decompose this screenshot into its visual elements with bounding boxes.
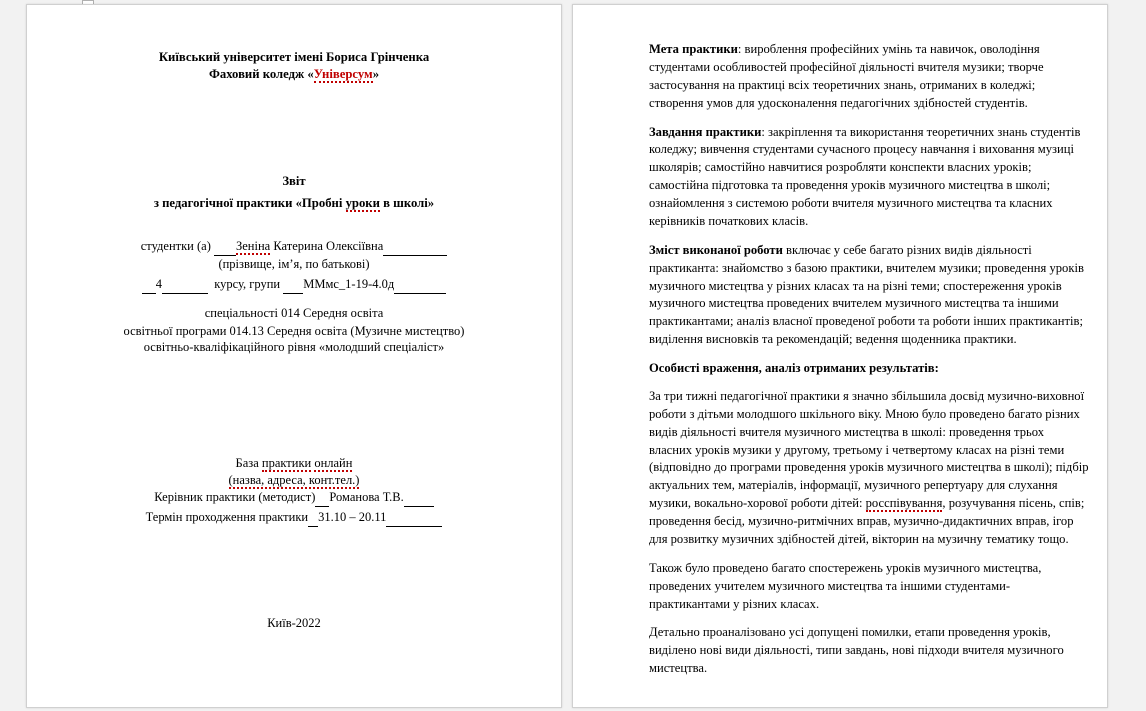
page-2-content [573, 5, 1107, 707]
paragraph-impressions-part1: За три тижні педагогічної практики я значно збільшила досвід музично-виховної роботи з дітьми молодшого шкільного віку. Мною було проведено багато різних видів діяльності вчителя музичного мистецтва в школі: проведення трьох власних уроків музики у другому, третьому і четвертому класах на різні теми (відповідно до програми проведення уроків музичного мистецтва в школі); підбір актуальних тем, матеріалів, інформації, музичного репертуару для слухання музики, вокально-хорової роботи дітей: [649, 388, 1089, 511]
institution-line-2-suffix: » [372, 67, 380, 81]
misspelled-praktyky: практики [261, 456, 312, 470]
course-number: 4 [155, 277, 162, 291]
paragraph-impressions [649, 388, 1089, 549]
misspelled-rosspivuvannya: росспівування [865, 496, 943, 511]
paragraph-content-lead: Зміст виконаної роботи [649, 242, 783, 257]
paragraph-impressions-part2: , розучування пісень, спів; проведення бесід, музично-ритмічних вправ, музично-дидактичних вправ, ігор для розвитку музичних здібностей дітей, вікторин на музичну тематику тощо. [649, 496, 1085, 546]
paragraph-analysis: Детально проаналізовано усі допущені помилки, етапи проведення уроків, виділено нові види діяльності, типи завдань, нові підходи вчителя музичного мистецтва. [649, 625, 1064, 676]
course-group-line [27, 276, 561, 294]
paragraph-tasks-lead: Завдання практики [649, 124, 762, 139]
paragraph-content-text: включає у себе багато різних видів діяльності практиканта: знайомство з базою практики, вчителем музики; проведення уроків музичного мистецтва у різних класах та на різні теми; спостереження уроків музичного мистецтва проведених вчителем музичного мистецтва та іншими практикантами; аналіз власної проведеної роботи та роботи інших практикантів; виділення висновків та рекомендацій; ведення щоденника практики. [649, 242, 1084, 347]
supervisor-value: Романова Т.В. [329, 490, 404, 504]
misspelled-surname: Зеніна [236, 239, 271, 253]
paragraph-goal-text: : вироблення професійних умінь та навичок, оволодіння студентами особливостей професійної діяльності вчителя музики; творче застосування на практиці всіх теоретичних знань, отриманих в коледжі; створення умов для удосконалення педагогічних здібностей студентів. [649, 42, 1044, 110]
student-hint: (прізвище, ім’я, по батькові) [218, 257, 370, 271]
practice-base-hint [27, 472, 561, 489]
paragraph-tasks-text: : закріплення та використання теоретичних знань студентів коледжу; вивчення студентами сучасного процесу навчання і виховання музиці школярів; самостійно навчитися розробляти конспекти власних уроків; самостійна підготовка та проведення уроків музичного мистецтва в школі; ознайомлення з системою роботи вчителя музичного мистецтва та класних керівників початкових класів. [649, 124, 1081, 228]
paragraph-content [649, 242, 1089, 349]
group-value: ММмс_1-19-4.0д [303, 277, 395, 291]
report-subject-suffix: в школі» [379, 196, 435, 210]
content-body [649, 41, 1089, 689]
supervisor-line [27, 489, 561, 507]
report-subject [27, 195, 561, 212]
misspelled-uroky: уроки [345, 196, 380, 210]
document-page-1 [26, 4, 562, 708]
paragraph-goal [649, 41, 1089, 113]
specialty-line: спеціальності 014 Середня освіта [204, 306, 384, 320]
student-line [27, 238, 561, 256]
practice-base-line [27, 455, 561, 472]
term-line [27, 509, 561, 527]
course-label: курсу, групи [214, 277, 281, 291]
student-label: студентки (а) [140, 239, 211, 253]
paragraph-tasks [649, 124, 1089, 231]
report-title: Звіт [282, 174, 306, 188]
term-label: Термін проходження практики [145, 510, 309, 524]
institution-line-1: Київський університет імені Бориса Грінченка [158, 50, 430, 64]
practice-base-hint-text: (назва, адреса, конт.тел.) [228, 473, 360, 487]
supervisor-label: Керівник практики (методист) [154, 490, 316, 504]
paragraph-goal-lead: Мета практики [649, 42, 738, 56]
student-name: Катерина Олексіївна [273, 239, 384, 253]
term-value: 31.10 – 20.11 [318, 510, 387, 524]
page-1-content [27, 5, 561, 707]
document-page-2 [572, 4, 1108, 708]
report-subject-prefix: з педагогічної практики «Пробні [153, 196, 346, 210]
city-year: Київ-2022 [267, 616, 321, 630]
paragraph-observations: Також було проведено багато спостережень уроків музичного мистецтва, проведених учителем музичного мистецтва та іншими студентами-практикантами у різних класах. [649, 560, 1042, 611]
section-title-impressions: Особисті враження, аналіз отриманих результатів: [649, 361, 939, 375]
program-line: освітньої програми 014.13 Середня освіта (Музичне мистецтво) [123, 324, 465, 338]
institution-line-2 [27, 66, 561, 83]
misspelled-online: онлайн [314, 456, 353, 470]
qualification-line: освітньо-кваліфікаційного рівня «молодший спеціаліст» [143, 340, 445, 354]
institution-line-2-prefix: Фаховий коледж « [208, 67, 314, 81]
misspelled-universum: Універсум [313, 67, 373, 81]
practice-base-label: База [235, 456, 262, 470]
